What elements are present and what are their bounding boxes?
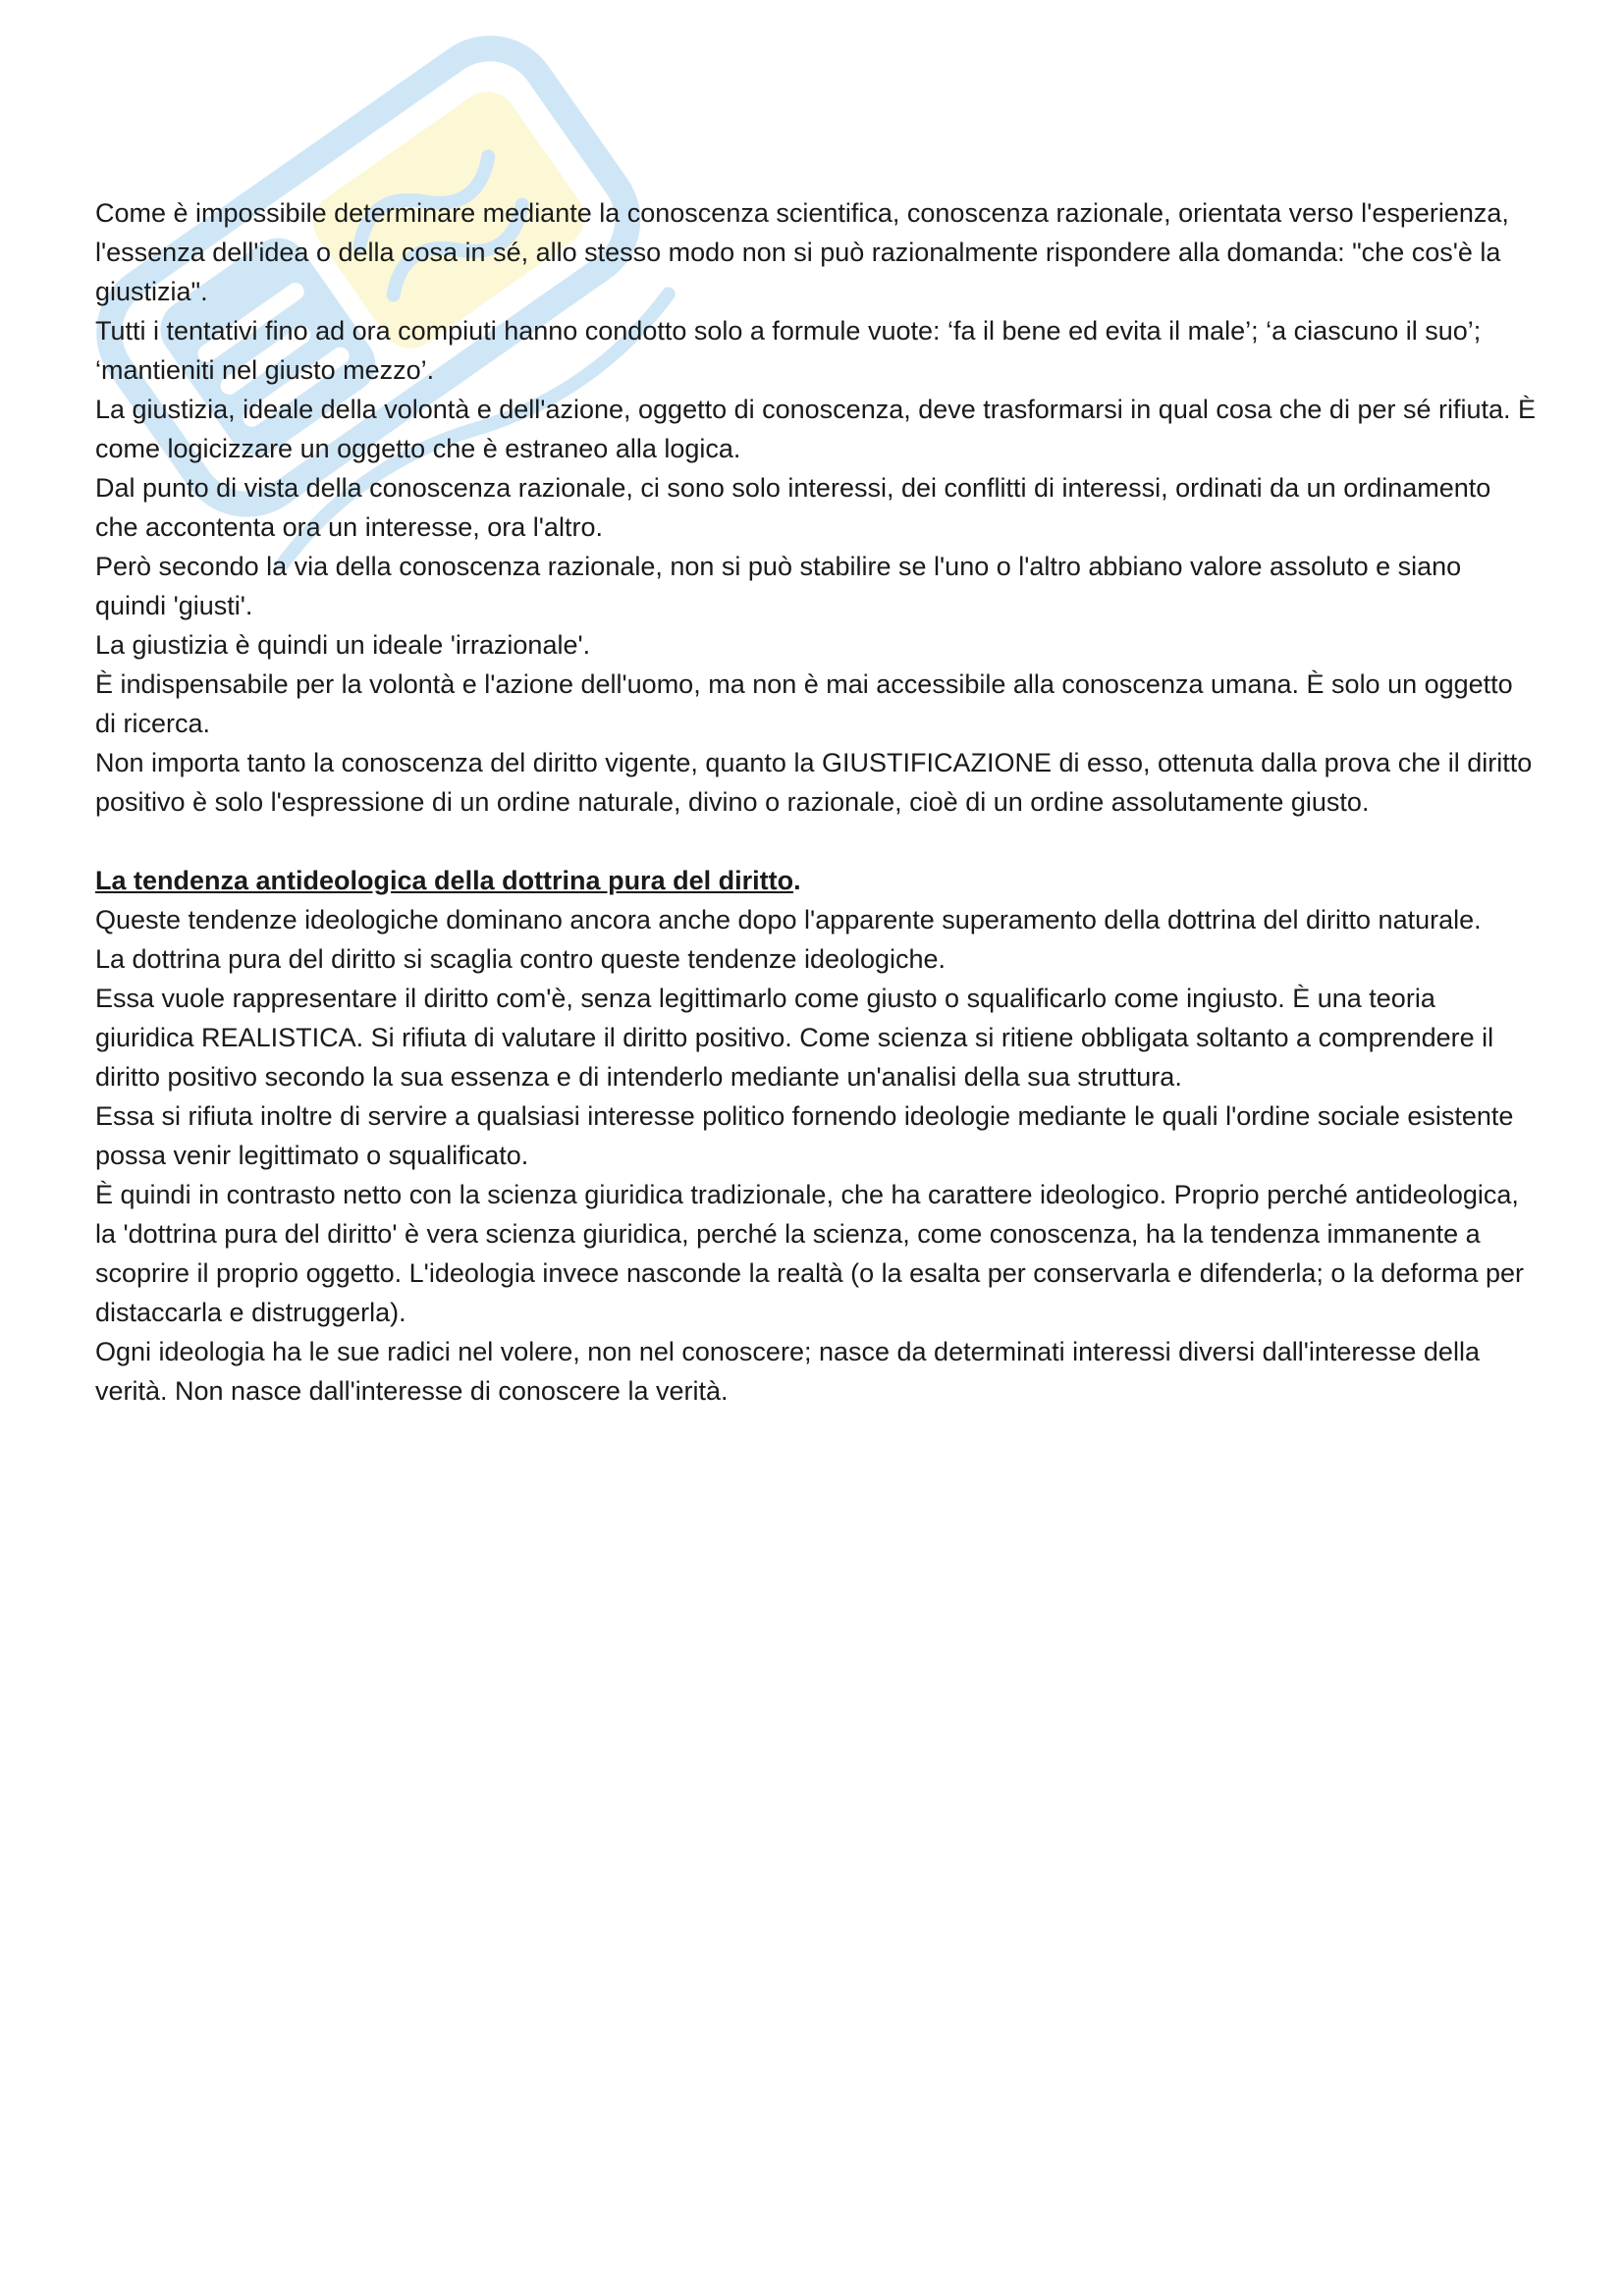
paragraph: Tutti i tentativi fino ad ora compiuti hanno condotto solo a formule vuote: ‘fa il bene ed evita il male’; ‘a ciascuno il suo’; ‘mantieniti nel giusto mezzo’. [95, 316, 1482, 385]
paragraph-spacer [95, 822, 1539, 861]
section-heading-text: La tendenza antideologica della dottrina pura del diritto [95, 866, 794, 895]
paragraph: Essa si rifiuta inoltre di servire a qualsiasi interesse politico fornendo ideologie mediante le quali l'ordine sociale esistente possa venir legittimato o squalificato. [95, 1101, 1514, 1170]
paragraph: La dottrina pura del diritto si scaglia contro queste tendenze ideologiche. [95, 944, 947, 974]
paragraph: Ogni ideologia ha le sue radici nel volere, non nel conoscere; nasce da determinati interessi diversi dall'interesse della verità. Non nasce dall'interesse di conoscere la verità. [95, 1337, 1480, 1406]
paragraph: Non importa tanto la conoscenza del diritto vigente, quanto la GIUSTIFICAZIONE di esso, ottenuta dalla prova che il diritto positivo è solo l'espressione di un ordine naturale, divino o razionale, cioè di un ordine assolutamente giusto. [95, 748, 1533, 817]
paragraph: Dal punto di vista della conoscenza razionale, ci sono solo interessi, dei conflitti di interessi, ordinati da un ordinamento che accontenta ora un interesse, ora l'altro. [95, 473, 1491, 542]
paragraph: Queste tendenze ideologiche dominano ancora anche dopo l'apparente superamento della dottrina del diritto naturale. [95, 905, 1482, 934]
section-heading-punct: . [793, 866, 801, 895]
paragraph: È indispensabile per la volontà e l'azione dell'uomo, ma non è mai accessibile alla conoscenza umana. È solo un oggetto di ricerca. [95, 669, 1513, 738]
paragraph: La giustizia, ideale della volontà e dell'azione, oggetto di conoscenza, deve trasformarsi in qual cosa che di per sé rifiuta. È come logicizzare un oggetto che è estraneo alla logica. [95, 395, 1537, 463]
paragraph: Essa vuole rappresentare il diritto com'è, senza legittimarlo come giusto o squalificarlo come ingiusto. È una teoria giuridica REALISTICA. Si rifiuta di valutare il diritto positivo. Come scienza si ritiene obbligata soltanto a comprendere il diritto positivo secondo la sua essenza e di intenderlo mediante un'analisi della sua struttura. [95, 984, 1494, 1092]
paragraph: La giustizia è quindi un ideale 'irrazionale'. [95, 630, 591, 660]
paragraph: È quindi in contrasto netto con la scienza giuridica tradizionale, che ha carattere ideologico. Proprio perché antideologica, la 'dottrina pura del diritto' è vera scienza giuridica, perché la scienza, come conoscenza, ha la tendenza immanente a scoprire il proprio oggetto. L'ideologia invece nasconde la realtà (o la esalta per conservarla e difenderla; o la deforma per distaccarla e distruggerla). [95, 1180, 1525, 1327]
section-heading [95, 861, 1539, 900]
paragraph: Come è impossibile determinare mediante la conoscenza scientifica, conoscenza razionale, orientata verso l'esperienza, l'essenza dell'idea o della cosa in sé, allo stesso modo non si può razionalmente rispondere alla domanda: "che cos'è la giustizia". [95, 198, 1509, 306]
paragraph: Però secondo la via della conoscenza razionale, non si può stabilire se l'uno o l'altro abbiano valore assoluto e siano quindi 'giusti'. [95, 552, 1462, 620]
document-body [95, 193, 1539, 1411]
